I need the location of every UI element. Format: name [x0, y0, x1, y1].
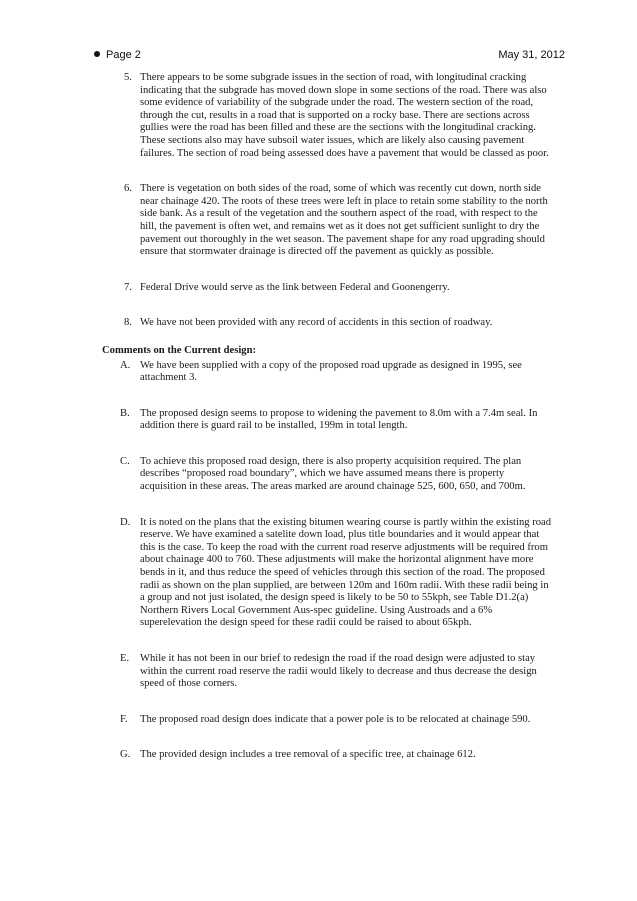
list-item-text: We have not been provided with any record of accidents in this section of roadway. [140, 317, 493, 329]
comment-letter: B. [120, 407, 130, 419]
comment-letter: E. [120, 653, 130, 664]
list-item-5 [102, 72, 552, 160]
comment-text: To achieve this proposed road design, there is also property acquisition required. The plan describes “proposed road boundary”, which we have assumed means there is property acquisition in these areas. The areas marked are around chainage 525, 600, 650, and 700m. [140, 455, 526, 493]
comment-item-c [102, 456, 552, 494]
list-item-7 [102, 282, 552, 295]
list-number: 5. [124, 72, 132, 83]
list-number: 6. [124, 183, 132, 195]
comment-text: It is noted on the plans that the existing bitumen wearing course is partly within the existing road reserve. We have examined a satelite down load, plus title boundaries and it would appear that this is the case. To keep the road with the current road reserve adjustments will be required from about chainage 400 to 760. These adjustments will make the horizontal alignment have more bends in it, and thus reduce the speed of vehicles through this section of the road. The proposed radii as shown on the plan supplied, are between 120m and 160m radii. With these radii being in a group and not just isolated, the design speed is likely to be 50 to 55kph, see Table D1.2(a) Northern Rivers Local Government Aus-spec guideline. Using Austroads and a 6% superelevation the design speed for these radii could be raised to about 65kph. [140, 516, 552, 629]
page-date: May 31, 2012 [498, 49, 565, 61]
list-item-6 [102, 183, 552, 259]
comment-item-b [102, 408, 552, 433]
page-number-text: Page 2 [106, 49, 141, 61]
comment-text: The proposed road design does indicate that a power pole is to be relocated at chainage 590. [140, 713, 531, 725]
bullet-icon [94, 51, 100, 57]
comment-letter: A. [120, 359, 131, 371]
list-item-text: Federal Drive would serve as the link between Federal and Goonengerry. [140, 281, 450, 293]
comment-item-f [102, 714, 552, 727]
list-item-text: There is vegetation on both sides of the road, some of which was recently cut down, north side near chainage 420. The roots of these trees were left in place to retain some stability to the north side bank. As a result of the vegetation and the southern aspect of the road, with respect to the hill, the pavement is often wet, and remains wet as it does not get sufficient sunlight to dry the pavement out thoroughly in the wet season. The pavement shape for any road upgrading should ensure that stormwater drainage is directed off the pavement as quickly as possible. [140, 183, 548, 258]
list-number: 8. [124, 317, 132, 329]
comment-text: The proposed design seems to propose to widening the pavement to 8.0m with a 7.4m seal. In addition there is guard rail to be installed, 199m in total length. [140, 407, 538, 432]
comment-item-d [102, 517, 552, 630]
comment-letter: D. [120, 516, 131, 528]
comment-text: While it has not been in our brief to redesign the road if the road design were adjusted to stay within the current road reserve the radii would likely to decrease and thus decrease the design speed of those corners. [140, 653, 537, 690]
page-number-label [94, 49, 141, 61]
comment-item-g [102, 749, 552, 762]
list-item-text: There appears to be some subgrade issues in the section of road, with longitudinal cracking indicating that the subgrade has moved down slope in some sections of the road. There was also some evidence of variability of the subgrade under the road. The western section of the road, through the cut, results in a road that is supported on a rocky base. There are sections across gullies were the road has been filled and these are the sections with the longitudinal cracking. These sections also may have subsoil water issues, which are likely also causing pavement failures. The section of road being assessed does have a pavement that would be classed as poor. [140, 72, 549, 159]
comment-letter: G. [120, 749, 131, 761]
comment-item-a [102, 360, 552, 385]
comment-letter: F. [120, 713, 128, 725]
document-body [102, 72, 552, 762]
list-number: 7. [124, 281, 132, 293]
comment-letter: C. [120, 455, 130, 467]
page-header [94, 49, 565, 65]
section-heading: Comments on the Current design: [102, 344, 256, 356]
list-item-8 [102, 317, 552, 330]
comment-item-e [102, 653, 552, 691]
comment-text: We have been supplied with a copy of the proposed road upgrade as designed in 1995, see attachment 3. [140, 359, 522, 384]
comment-text: The provided design includes a tree removal of a specific tree, at chainage 612. [140, 749, 476, 761]
